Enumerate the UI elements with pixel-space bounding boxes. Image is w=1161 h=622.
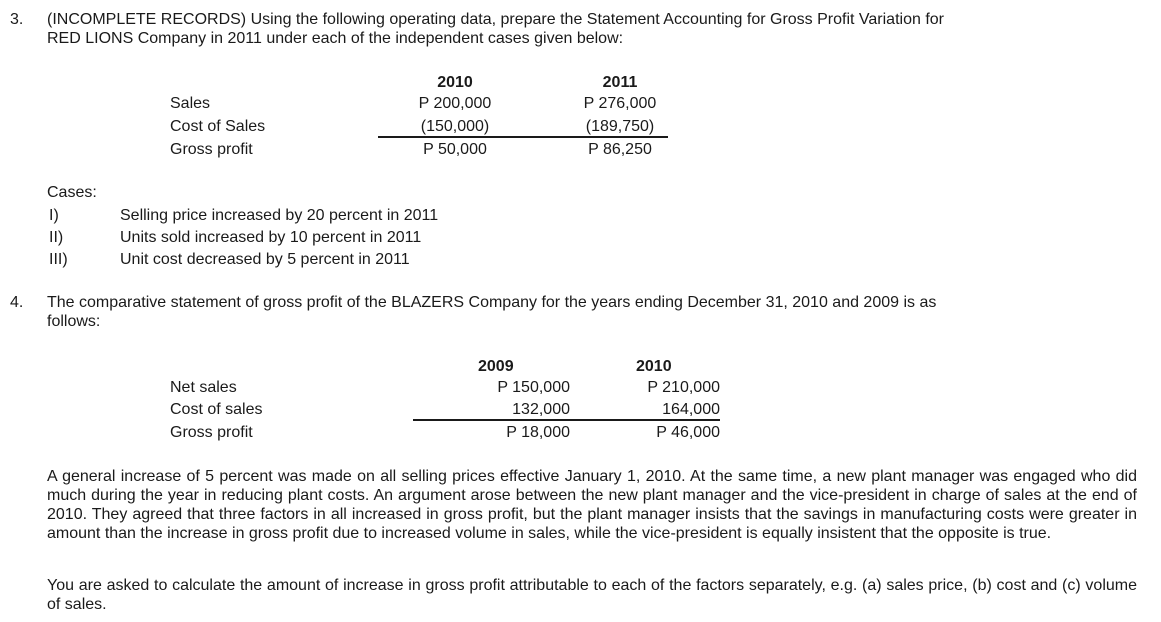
table-cell: (189,750) [585, 118, 655, 135]
table-cell: P 200,000 [418, 95, 492, 112]
case-text: Units sold increased by 10 percent in 2011 [120, 229, 422, 246]
question-text-line: follows: [47, 313, 101, 330]
case-numeral: III) [49, 251, 68, 268]
case-text: Selling price increased by 20 percent in 2011 [120, 207, 439, 224]
column-header-year: 2010 [636, 358, 672, 375]
case-description-paragraph: A general increase of 5 percent was made on all selling prices effective January 1, 2010. At the same time, a new plant manager was engaged who did much during the year in reducing plant costs. An argument arose between the new plant manager and the vice-president in charge of sales at the end of 2010. They agreed that three factors in all increased in gross profit, but the plant manager insists that the savings in manufacturing costs were greater in amount than the increase in gross profit due to increased volume in sales, while the vice-president is equally insistent that the opposite is true. [47, 468, 1137, 542]
question-text-line: The comparative statement of gross profit of the BLAZERS Company for the years ending December 31, 2010 and 2009 is as [47, 294, 937, 311]
row-label: Net sales [170, 379, 237, 396]
column-header-year: 2009 [478, 358, 514, 375]
table-cell: P 86,250 [588, 141, 652, 158]
row-label: Cost of Sales [170, 118, 266, 135]
column-header-year: 2011 [602, 74, 638, 91]
question-number: 3. [10, 11, 24, 28]
row-label: Gross profit [170, 424, 253, 441]
row-label: Cost of sales [170, 401, 263, 418]
row-label: Gross profit [170, 141, 253, 158]
table-cell: P 46,000 [656, 424, 720, 441]
table-cell: P 276,000 [583, 95, 657, 112]
table-cell: (150,000) [420, 118, 490, 135]
instruction-paragraph: You are asked to calculate the amount of increase in gross profit attributable to each of the factors separately, e.g. (a) sales price, (b) cost and (c) volume of sales. [47, 577, 1137, 613]
total-rule [413, 419, 720, 421]
cases-heading: Cases: [47, 184, 97, 201]
question-text-line: RED LIONS Company in 2011 under each of the independent cases given below: [47, 30, 624, 47]
question-text-line: (INCOMPLETE RECORDS) Using the following operating data, prepare the Statement Accounting for Gross Profit Variation for [47, 11, 944, 28]
case-numeral: I) [49, 207, 59, 224]
question-number: 4. [10, 294, 24, 311]
column-header-year: 2010 [437, 74, 473, 91]
row-label: Sales [170, 95, 211, 112]
table-cell: 164,000 [662, 401, 720, 418]
case-numeral: II) [49, 229, 64, 246]
case-text: Unit cost decreased by 5 percent in 2011 [120, 251, 410, 268]
table-cell: P 150,000 [497, 379, 570, 396]
total-rule [378, 136, 668, 138]
table-cell: 132,000 [512, 401, 570, 418]
table-cell: P 210,000 [647, 379, 720, 396]
table-cell: P 50,000 [423, 141, 487, 158]
table-cell: P 18,000 [506, 424, 570, 441]
